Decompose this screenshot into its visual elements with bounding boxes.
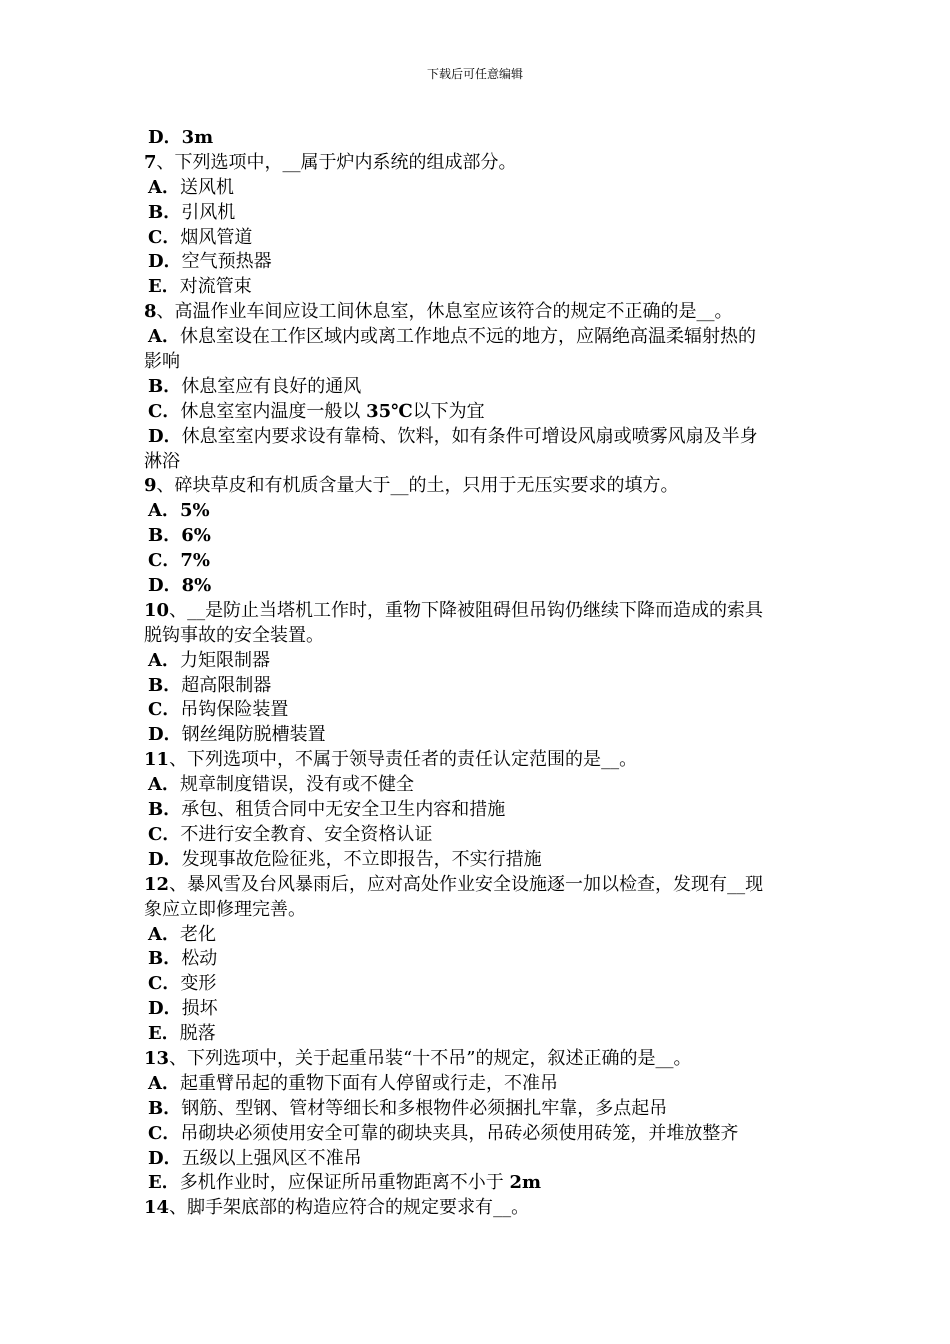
option-letter: E．	[148, 1023, 180, 1045]
answer-option	[144, 126, 814, 151]
option-letter: B．	[148, 948, 182, 970]
answer-option	[144, 674, 814, 699]
option-letter: D．	[148, 425, 182, 447]
option-letter: C．	[148, 400, 181, 422]
option-text: 休息室设在工作区域内或离工作地点不远的地方，应隔绝高温柔辐射热的	[179, 326, 756, 348]
option-letter: C．	[148, 550, 181, 572]
answer-option	[144, 250, 814, 275]
option-text: 损坏	[181, 998, 218, 1020]
option-text: 不进行安全教育、安全资格认证	[180, 823, 433, 845]
option-letter: E．	[148, 276, 180, 298]
answer-option	[144, 375, 814, 400]
option-letter: B．	[148, 201, 182, 223]
option-text: 烟风管道	[180, 226, 253, 248]
answer-option	[144, 400, 814, 425]
answer-option	[144, 823, 814, 848]
option-text: 3m	[181, 127, 214, 148]
option-text: 对流管束	[179, 276, 252, 298]
option-text: 休息室应有良好的通风	[181, 375, 362, 397]
option-text: 8%	[181, 575, 212, 597]
answer-option	[144, 1022, 814, 1047]
answer-option	[144, 798, 814, 823]
option-letter: D．	[148, 724, 182, 746]
option-text: 钢丝绳防脱槽装置	[181, 724, 326, 746]
option-text: 五级以上强风区不准吊	[181, 1147, 362, 1169]
option-letter: A．	[148, 176, 180, 198]
option-letter: D．	[148, 127, 182, 148]
option-text: 力矩限制器	[179, 649, 270, 671]
option-letter: A．	[148, 500, 180, 522]
option-letter: A．	[148, 649, 180, 671]
option-letter: A．	[148, 774, 180, 796]
option-text: 规章制度错误，没有或不健全	[179, 774, 414, 796]
question-continuation: 脱钩事故的安全装置。	[144, 624, 324, 646]
option-letter: B．	[148, 799, 182, 821]
document-body	[144, 126, 814, 1221]
option-letter: B．	[148, 1097, 182, 1119]
answer-option	[144, 972, 814, 997]
option-letter: B．	[148, 375, 182, 397]
answer-option	[144, 1122, 814, 1147]
option-letter: A．	[148, 923, 180, 945]
question-text: 12、暴风雪及台风暴雨后，应对高处作业安全设施逐一加以检查，发现有__现	[144, 873, 764, 895]
answer-option	[144, 923, 814, 948]
option-text: 5%	[179, 500, 210, 522]
option-letter: D．	[148, 575, 182, 597]
option-letter: B．	[148, 674, 182, 696]
answer-option	[144, 997, 814, 1022]
answer-option	[144, 1171, 814, 1196]
answer-option	[144, 723, 814, 748]
answer-option	[144, 275, 814, 300]
option-letter: E．	[148, 1172, 180, 1194]
answer-option	[144, 947, 814, 972]
option-letter: B．	[148, 525, 182, 547]
answer-option	[144, 1097, 814, 1122]
option-text: 休息室室内要求设有靠椅、饮料，如有条件可增设风扇或喷雾风扇及半身	[181, 425, 758, 447]
option-text: 吊钩保险装置	[180, 699, 289, 721]
option-text: 发现事故危险征兆，不立即报告，不实行措施	[181, 848, 542, 870]
option-text: 6%	[181, 525, 211, 547]
option-text: 7%	[180, 550, 210, 572]
option-letter: A．	[148, 326, 180, 348]
question-continuation: 淋浴	[144, 450, 180, 472]
answer-option	[144, 499, 814, 524]
question-text: 11、下列选项中，不属于领导责任者的责任认定范围的是__。	[144, 749, 638, 771]
option-letter: D．	[148, 848, 182, 870]
option-letter: A．	[148, 1072, 180, 1094]
option-letter: D．	[148, 1147, 182, 1169]
option-letter: C．	[148, 973, 181, 995]
question-continuation: 象应立即修理完善。	[144, 898, 306, 920]
option-letter: C．	[148, 1122, 181, 1144]
answer-option	[144, 649, 814, 674]
option-text: 引风机	[181, 201, 236, 223]
answer-option	[144, 773, 814, 798]
answer-option	[144, 226, 814, 251]
option-text: 钢筋、型钢、管材等细长和多根物件必须捆扎牢靠，多点起吊	[181, 1097, 668, 1119]
question-text: 7、下列选项中，__属于炉内系统的组成部分。	[144, 151, 517, 173]
answer-option	[144, 1072, 814, 1097]
option-text: 休息室室内温度一般以 35℃以下为宜	[180, 400, 485, 422]
option-letter: C．	[148, 699, 181, 721]
question-text: 9、碎块草皮和有机质含量大于__的土，只用于无压实要求的填方。	[144, 475, 679, 497]
option-letter: D．	[148, 251, 182, 273]
answer-option	[144, 201, 814, 226]
answer-option	[144, 848, 814, 873]
question-text: 13、下列选项中，关于起重吊装“十不吊”的规定，叙述正确的是__。	[144, 1047, 692, 1069]
answer-option	[144, 1147, 814, 1172]
option-text: 脱落	[179, 1023, 216, 1045]
answer-option	[144, 524, 814, 549]
option-text: 送风机	[179, 176, 234, 198]
option-text: 变形	[180, 973, 217, 995]
option-text: 松动	[181, 948, 218, 970]
answer-option	[144, 549, 814, 574]
option-letter: D．	[148, 998, 182, 1020]
option-text: 承包、租赁合同中无安全卫生内容和措施	[181, 799, 506, 821]
option-text: 空气预热器	[181, 251, 272, 273]
answer-option	[144, 425, 814, 450]
answer-option	[144, 176, 814, 201]
answer-option	[144, 325, 814, 350]
page-header: 下载后可任意编辑	[426, 67, 523, 81]
question-text: 8、高温作业车间应设工间休息室，休息室应该符合的规定不正确的是__。	[144, 301, 733, 323]
option-text: 老化	[179, 923, 216, 945]
option-text: 吊砌块必须使用安全可靠的砌块夹具，吊砖必须使用砖笼，并堆放整齐	[180, 1122, 739, 1144]
question-text: 14、脚手架底部的构造应符合的规定要求有__。	[144, 1197, 530, 1219]
option-text: 超高限制器	[181, 674, 272, 696]
option-text: 起重臂吊起的重物下面有人停留或行走，不准吊	[179, 1072, 558, 1094]
answer-option	[144, 698, 814, 723]
answer-option	[144, 574, 814, 599]
option-letter: C．	[148, 226, 181, 248]
question-continuation: 影响	[144, 351, 180, 373]
question-text: 10、__是防止当塔机工作时，重物下降被阻碍但吊钩仍继续下降而造成的索具	[144, 599, 764, 621]
option-text: 多机作业时，应保证所吊重物距离不小于 2m	[179, 1172, 542, 1194]
option-letter: C．	[148, 823, 181, 845]
